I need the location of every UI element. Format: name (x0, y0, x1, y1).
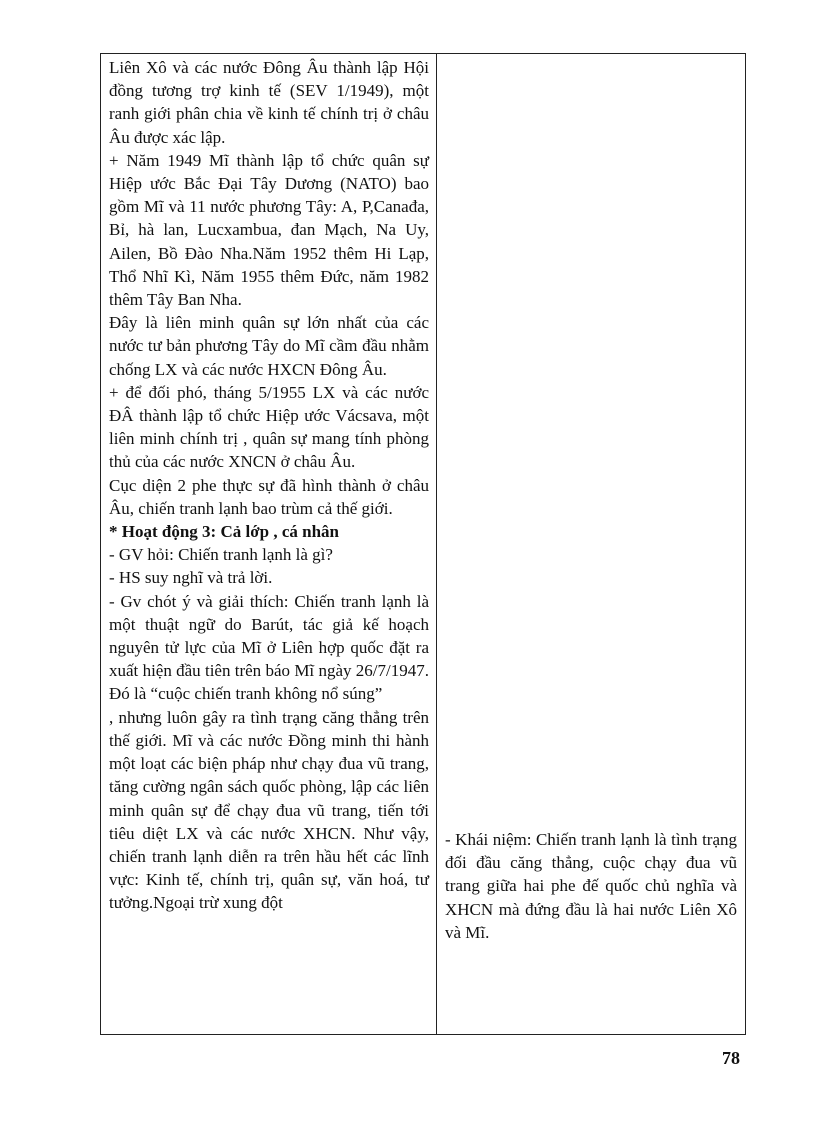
activity-3-heading: * Hoạt động 3: Cả lớp , cá nhân (109, 522, 339, 542)
paragraph-sev: Liên Xô và các nước Đông Âu thành lập Hội đồng tương trợ kinh tế (SEV 1/1949), một ranh giới phân chia về kinh tế chính trị ở châu Âu được xác lập. (109, 58, 429, 147)
teacher-activity-column (101, 54, 437, 1034)
cold-war-concept: - Khái niệm: Chiến tranh lạnh là tình trạng đối đầu căng thẳng, cuộc chạy đua vũ trang giữa hai phe đế quốc chủ nghĩa và XHCN mà đứng đầu là hai nước Liên Xô và Mĩ. (445, 830, 737, 942)
teacher-question: - GV hỏi: Chiến tranh lạnh là gì? (109, 545, 333, 565)
student-response: - HS suy nghĩ và trả lời. (109, 568, 273, 588)
paragraph-warsaw-pact: + để đối phó, tháng 5/1955 LX và các nước ĐÂ thành lập tổ chức Hiệp ước Vácsava, một liên minh chính trị , quân sự mang tính phòng thủ của các nước XNCN ở châu Âu. (109, 382, 429, 472)
page-number: 78 (722, 1048, 740, 1068)
content-table (100, 53, 746, 1035)
paragraph-two-blocs: Cục diện 2 phe thực sự đã hình thành ở châu Âu, chiến tranh lạnh bao trùm cả thế giới. (109, 475, 429, 518)
knowledge-column (437, 54, 745, 1034)
teacher-explanation: - Gv chót ý và giải thích: Chiến tranh lạnh là một thuật ngữ do Barút, tác giả kế hoạch nguyên tử lực của Mĩ ở Liên hợp quốc đặt ra xuất hiện đầu tiên trên báo Mĩ ngày 26/7/1947. Đó là “cuộc chiến tranh không nổ súng” (109, 591, 429, 704)
cold-war-description: , nhưng luôn gây ra tình trạng căng thẳng trên thế giới. Mĩ và các nước Đồng minh thi hành một loạt các biện pháp như chạy đua vũ trang, tăng cường ngân sách quốc phòng, lập các liên minh quân sự để chạy đua vũ trang, tiến tới tiêu diệt LX và các nước XHCN. Như vậy, chiến tranh lạnh diễn ra trên hầu hết các lĩnh vực: Kinh tế, chính trị, quân sự, văn hoá, tư tưởng.Ngoại trừ xung đột (109, 707, 429, 913)
paragraph-nato: + Năm 1949 Mĩ thành lập tổ chức quân sự Hiệp ước Bắc Đại Tây Dương (NATO) bao gồm Mĩ và 11 nước phương Tây: A, P,Canađa, Bỉ, hà lan, Lucxambua, đan Mạch, Na Uy, Ailen, Bồ Đào Nha.Năm 1952 thêm Hi Lạp, Thổ Nhĩ Kì, Năm 1955 thêm Đức, năm 1982 thêm Tây Ban Nha. (109, 150, 429, 310)
paragraph-nato-purpose: Đây là liên minh quân sự lớn nhất của các nước tư bản phương Tây do Mĩ cầm đầu nhằm chống LX và các nước HXCN Đông Âu. (109, 313, 429, 379)
